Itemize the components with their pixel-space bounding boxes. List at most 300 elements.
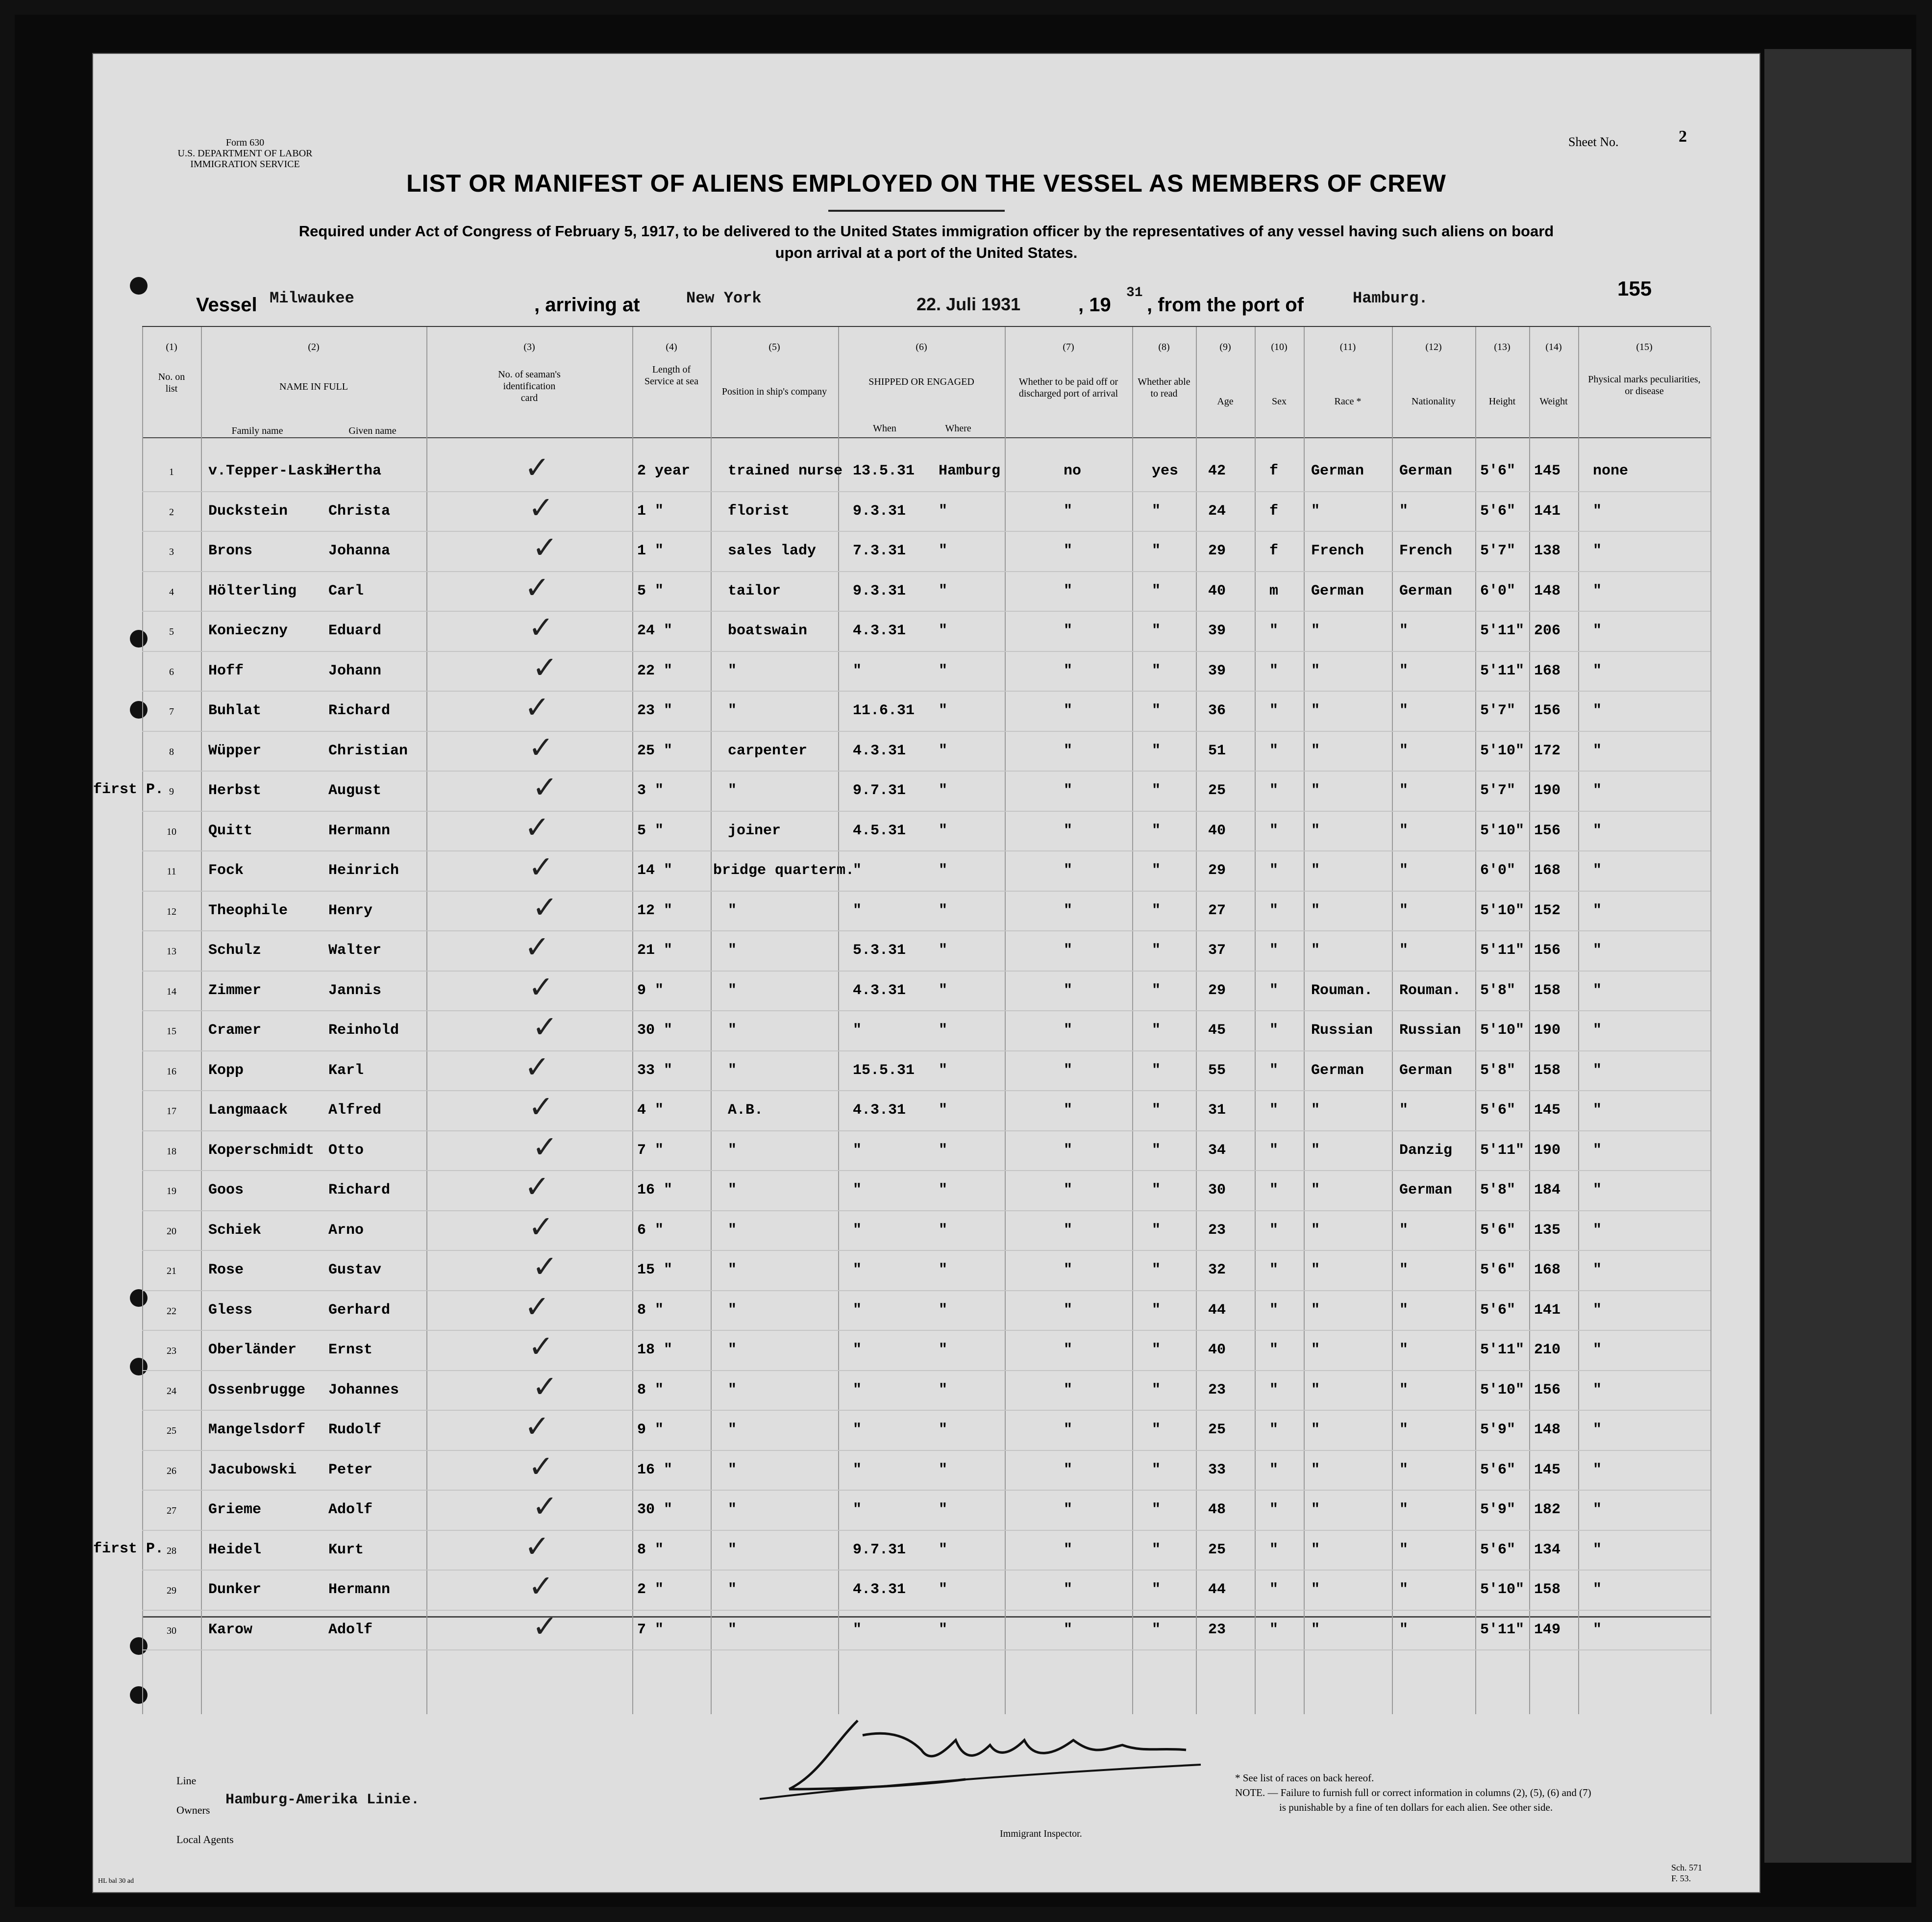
engaged-when: ": [853, 1461, 862, 1478]
weight: 190: [1534, 782, 1561, 799]
check-mark-icon: ✓: [524, 689, 550, 725]
header-family-name: Family name: [231, 425, 283, 436]
check-mark-icon: ✓: [532, 1248, 558, 1284]
paid-off: ": [1064, 702, 1073, 719]
header-position: Position in ship's company: [721, 386, 827, 397]
departure-port: Hamburg.: [1353, 289, 1428, 307]
sheet-number-value: 2: [1679, 127, 1687, 146]
able-to-read: ": [1152, 582, 1161, 599]
able-to-read: ": [1152, 662, 1161, 679]
check-mark-icon: ✓: [532, 1488, 558, 1524]
row-number: 24: [167, 1385, 176, 1397]
weight: 184: [1534, 1182, 1561, 1198]
family-name: Oberländer: [208, 1342, 297, 1358]
engaged-where: ": [939, 1501, 948, 1518]
check-mark-icon: ✓: [528, 1568, 554, 1604]
able-to-read: ": [1152, 1422, 1161, 1438]
family-name: Duckstein: [208, 502, 288, 520]
row-number: 14: [167, 986, 176, 997]
service-length: 30 ": [637, 1022, 673, 1039]
position: ": [728, 1581, 737, 1598]
nationality: ": [1399, 1461, 1409, 1478]
physical-marks: ": [1593, 1262, 1602, 1278]
position: ": [728, 982, 737, 999]
position: ": [728, 942, 737, 959]
header-height: Height: [1488, 396, 1516, 407]
family-name: Zimmer: [208, 982, 262, 999]
table-row: [142, 809, 1710, 852]
position: ": [728, 782, 737, 799]
check-mark-icon: ✓: [528, 1328, 554, 1364]
able-to-read: ": [1152, 543, 1161, 559]
subtitle-line-2: upon arrival at a port of the United States.: [775, 244, 1078, 261]
race: Russian: [1311, 1022, 1373, 1039]
physical-marks: ": [1593, 1381, 1602, 1398]
family-name: Heidel: [208, 1541, 262, 1558]
arrival-date: 22. Juli 1931: [916, 294, 1021, 314]
physical-marks: ": [1593, 662, 1602, 679]
engaged-where: ": [939, 1301, 948, 1319]
family-name: Hölterling: [208, 582, 297, 599]
header-name-in-full: NAME IN FULL: [279, 381, 348, 392]
family-name: Schiek: [208, 1222, 262, 1239]
height: 5'6": [1480, 463, 1516, 479]
family-name: Jacubowski: [208, 1461, 297, 1478]
physical-marks: ": [1593, 1142, 1602, 1159]
sex: ": [1269, 1461, 1279, 1478]
service-length: 5 ": [637, 822, 664, 839]
row-number: 18: [167, 1146, 176, 1157]
physical-marks: ": [1593, 862, 1602, 879]
paid-off: ": [1064, 1262, 1073, 1278]
table-row: [142, 931, 1710, 972]
table-row: [142, 851, 1710, 892]
sex: ": [1269, 1301, 1279, 1319]
races-note: * See list of races on back hereof.: [1235, 1772, 1374, 1784]
row-number: 9: [169, 786, 174, 797]
race: ": [1311, 1342, 1320, 1358]
weight: 190: [1534, 1142, 1561, 1159]
engaged-when: ": [853, 1022, 862, 1039]
age: 27: [1208, 902, 1226, 919]
position: joiner: [728, 822, 781, 839]
able-to-read: ": [1152, 623, 1161, 639]
race: ": [1311, 902, 1320, 919]
given-name: Peter: [328, 1461, 373, 1478]
able-to-read: ": [1152, 1461, 1161, 1478]
height: 5'9": [1480, 1501, 1516, 1518]
sex: ": [1269, 1062, 1279, 1079]
table-row: [142, 1608, 1710, 1651]
race: ": [1311, 1301, 1320, 1319]
paid-off: ": [1064, 623, 1073, 639]
manifest-sheet: [93, 54, 1759, 1892]
header-shipped-engaged: SHIPPED OR ENGAGED: [868, 376, 974, 387]
race: ": [1311, 1581, 1320, 1598]
weight: 135: [1534, 1222, 1561, 1239]
given-name: Henry: [328, 902, 373, 919]
nationality: ": [1399, 782, 1409, 799]
nationality: ": [1399, 1262, 1409, 1278]
engaged-where: ": [939, 1182, 948, 1198]
vessel-label: Vessel: [196, 294, 257, 316]
given-name: Kurt: [328, 1541, 364, 1558]
paid-off: ": [1064, 862, 1073, 879]
weight: 190: [1534, 1022, 1561, 1039]
margin-note: first P.: [93, 781, 164, 798]
weight: 206: [1534, 623, 1561, 639]
height: 5'7": [1480, 702, 1516, 719]
age: 36: [1208, 702, 1226, 719]
given-name: Alfred: [328, 1102, 382, 1119]
height: 5'11": [1480, 942, 1525, 959]
paid-off: ": [1064, 1581, 1073, 1598]
vessel-name: Milwaukee: [270, 289, 354, 307]
engaged-when: ": [853, 1501, 862, 1518]
weight: 145: [1534, 1102, 1561, 1119]
able-to-read: ": [1152, 1301, 1161, 1319]
engaged-where: ": [939, 1142, 948, 1159]
sex: ": [1269, 1142, 1279, 1159]
height: 5'8": [1480, 982, 1516, 999]
column-number: (14): [1545, 342, 1562, 352]
paid-off: no: [1064, 463, 1082, 479]
document-title: LIST OR MANIFEST OF ALIENS EMPLOYED ON THE VESSEL AS MEMBERS OF CREW: [406, 170, 1446, 197]
sex: ": [1269, 1501, 1279, 1518]
engaged-where: ": [939, 1022, 948, 1039]
able-to-read: ": [1152, 1381, 1161, 1398]
service-length: 16 ": [637, 1461, 673, 1478]
document-subtitle: [167, 221, 1686, 264]
engaged-when: 9.3.31: [853, 502, 906, 520]
weight: 141: [1534, 502, 1561, 520]
service-length: 12 ": [637, 902, 673, 919]
nationality: ": [1399, 862, 1409, 879]
table-row: [142, 729, 1710, 772]
column-number: (10): [1271, 342, 1288, 352]
header-weight: Weight: [1539, 396, 1568, 407]
title-rule: [828, 210, 1005, 212]
column-divider: [1710, 327, 1711, 1714]
age: 23: [1208, 1222, 1226, 1239]
position: sales lady: [728, 543, 817, 559]
weight: 152: [1534, 902, 1561, 919]
engaged-when: ": [853, 1422, 862, 1438]
physical-marks: ": [1593, 1541, 1602, 1558]
engaged-when: 4.3.31: [853, 623, 906, 639]
position: ": [728, 1222, 737, 1239]
sex: ": [1269, 862, 1279, 879]
sex: ": [1269, 902, 1279, 919]
row-number: 4: [169, 586, 174, 598]
weight: 210: [1534, 1342, 1561, 1358]
engaged-where: ": [939, 862, 948, 879]
position: carpenter: [728, 742, 808, 759]
check-mark-icon: ✓: [528, 849, 554, 885]
paid-off: ": [1064, 1102, 1073, 1119]
given-name: Jannis: [328, 982, 382, 999]
race: ": [1311, 782, 1320, 799]
year-suffix: 31: [1126, 285, 1143, 300]
engaged-when: ": [853, 1301, 862, 1319]
family-name: Koperschmidt: [208, 1142, 315, 1159]
check-mark-icon: ✓: [532, 1368, 558, 1404]
row-number: 26: [167, 1465, 176, 1476]
physical-marks: ": [1593, 1062, 1602, 1079]
check-mark-icon: ✓: [524, 1288, 550, 1324]
weight: 158: [1534, 1581, 1561, 1598]
race: ": [1311, 502, 1320, 520]
service-length: 8 ": [637, 1541, 664, 1558]
engaged-where: ": [939, 782, 948, 799]
nationality: ": [1399, 742, 1409, 759]
position: ": [728, 1022, 737, 1039]
given-name: Walter: [328, 942, 382, 959]
service-length: 21 ": [637, 942, 673, 959]
position: ": [728, 1461, 737, 1478]
sex: m: [1269, 582, 1279, 599]
physical-marks: ": [1593, 782, 1602, 799]
table-row: [142, 1171, 1710, 1211]
given-name: Carl: [328, 582, 364, 599]
family-name: Kopp: [208, 1062, 244, 1079]
column-number: (13): [1494, 342, 1511, 352]
age: 24: [1208, 502, 1226, 520]
table-row: [142, 1048, 1710, 1092]
physical-marks: none: [1593, 463, 1629, 479]
engaged-when: ": [853, 1381, 862, 1398]
given-name: Adolf: [328, 1621, 373, 1638]
nationality: ": [1399, 1301, 1409, 1319]
age: 25: [1208, 782, 1226, 799]
height: 5'6": [1480, 1301, 1516, 1319]
given-name: Eduard: [328, 623, 382, 639]
service-length: 24 ": [637, 623, 673, 639]
family-name: Quitt: [208, 822, 253, 839]
position: ": [728, 1301, 737, 1319]
given-name: Johanna: [328, 543, 391, 559]
height: 5'6": [1480, 1102, 1516, 1119]
weight: 168: [1534, 1262, 1561, 1278]
nationality: ": [1399, 1342, 1409, 1358]
height: 5'6": [1480, 1262, 1516, 1278]
able-to-read: ": [1152, 1342, 1161, 1358]
height: 5'7": [1480, 782, 1516, 799]
check-mark-icon: ✓: [524, 1169, 550, 1204]
nationality: French: [1399, 543, 1453, 559]
engaged-when: 4.3.31: [853, 1102, 906, 1119]
penalty-note-2: is punishable by a fine of ten dollars for each alien. See other side.: [1279, 1801, 1553, 1813]
service-length: 33 ": [637, 1062, 673, 1079]
service-length: 8 ": [637, 1381, 664, 1398]
position: boatswain: [728, 623, 808, 639]
engaged-when: 15.5.31: [853, 1062, 915, 1079]
physical-marks: ": [1593, 1581, 1602, 1598]
check-mark-icon: ✓: [528, 489, 554, 525]
service-length: 1 ": [637, 502, 664, 520]
position: ": [728, 1381, 737, 1398]
age: 32: [1208, 1262, 1226, 1278]
height: 5'6": [1480, 502, 1516, 520]
check-mark-icon: ✓: [524, 929, 550, 965]
engaged-when: ": [853, 1182, 862, 1198]
engaged-where: ": [939, 942, 948, 959]
engaged-where: ": [939, 902, 948, 919]
subtitle-line-1: Required under Act of Congress of February 5, 1917, to be delivered to the United States immigration officer by the representatives of any vessel having such aliens on board: [298, 223, 1554, 240]
race: ": [1311, 662, 1320, 679]
given-name: Johannes: [328, 1381, 399, 1398]
sex: ": [1269, 1182, 1279, 1198]
height: 5'10": [1480, 1022, 1525, 1039]
inspector-signature: [760, 1706, 1225, 1804]
row-number: 7: [169, 706, 174, 717]
sex: ": [1269, 822, 1279, 839]
able-to-read: ": [1152, 1022, 1161, 1039]
physical-marks: ": [1593, 1621, 1602, 1638]
engaged-where: ": [939, 1621, 948, 1638]
sex: ": [1269, 1621, 1279, 1638]
service-length: 15 ": [637, 1262, 673, 1278]
inspector-label: Immigrant Inspector.: [1000, 1828, 1082, 1839]
paid-off: ": [1064, 942, 1073, 959]
physical-marks: ": [1593, 742, 1602, 759]
column-number: (6): [916, 342, 927, 352]
row-number: 1: [169, 467, 174, 477]
paid-off: ": [1064, 1541, 1073, 1558]
check-mark-icon: ✓: [524, 809, 550, 845]
physical-marks: ": [1593, 1222, 1602, 1239]
position: ": [728, 1501, 737, 1518]
column-number: (2): [308, 342, 320, 352]
able-to-read: ": [1152, 982, 1161, 999]
service-length: 23 ": [637, 702, 673, 719]
height: 5'9": [1480, 1422, 1516, 1438]
from-label: , from the port of: [1147, 294, 1304, 316]
sex: ": [1269, 1342, 1279, 1358]
family-name: Karow: [208, 1621, 253, 1638]
position: trained nurse: [728, 463, 843, 479]
form-number: Form 630: [225, 137, 265, 148]
able-to-read: ": [1152, 1222, 1161, 1239]
position: ": [728, 1062, 737, 1079]
engaged-where: Hamburg: [939, 463, 1001, 479]
able-to-read: ": [1152, 1501, 1161, 1518]
physical-marks: ": [1593, 1022, 1602, 1039]
family-name: Wüpper: [208, 742, 262, 759]
nationality: German: [1399, 1182, 1453, 1198]
paid-off: ": [1064, 1222, 1073, 1239]
sex: ": [1269, 1102, 1279, 1119]
column-number: (8): [1158, 342, 1170, 352]
sex: ": [1269, 742, 1279, 759]
race: ": [1311, 702, 1320, 719]
position: florist: [728, 502, 790, 520]
sex: ": [1269, 1422, 1279, 1438]
engaged-where: ": [939, 1461, 948, 1478]
physical-marks: ": [1593, 902, 1602, 919]
printer-mark: HL bal 30 ad: [98, 1877, 134, 1885]
given-name: Reinhold: [328, 1022, 399, 1039]
sex: ": [1269, 623, 1279, 639]
age: 44: [1208, 1301, 1226, 1319]
sex: f: [1269, 463, 1279, 479]
column-number: (12): [1425, 342, 1442, 352]
engaged-where: ": [939, 1222, 948, 1239]
engaged-where: ": [939, 582, 948, 599]
given-name: Arno: [328, 1222, 364, 1239]
owners-label: Owners: [176, 1804, 210, 1816]
age: 37: [1208, 942, 1226, 959]
engaged-when: 9.3.31: [853, 582, 906, 599]
arrival-port: New York: [686, 289, 762, 307]
height: 6'0": [1480, 862, 1516, 879]
service-length: 18 ": [637, 1342, 673, 1358]
age: 39: [1208, 662, 1226, 679]
paid-off: ": [1064, 582, 1073, 599]
service-length: 16 ": [637, 1182, 673, 1198]
sex: ": [1269, 1222, 1279, 1239]
physical-marks: ": [1593, 543, 1602, 559]
race: German: [1311, 1062, 1364, 1079]
nationality: ": [1399, 623, 1409, 639]
family-name: Schulz: [208, 942, 262, 959]
nationality: German: [1399, 1062, 1453, 1079]
weight: 149: [1534, 1621, 1561, 1638]
nationality: ": [1399, 1541, 1409, 1558]
family-name: Herbst: [208, 782, 262, 799]
engaged-when: 11.6.31: [853, 702, 915, 719]
race: ": [1311, 1262, 1320, 1278]
given-name: Christa: [328, 502, 391, 520]
service-length: 9 ": [637, 982, 664, 999]
engaged-when: 4.3.31: [853, 742, 906, 759]
form-identifier: [147, 137, 343, 170]
engaged-where: ": [939, 742, 948, 759]
nationality: Rouman.: [1399, 982, 1461, 999]
weight: 148: [1534, 582, 1561, 599]
family-name: Rose: [208, 1262, 244, 1278]
family-name: Ossenbrugge: [208, 1381, 306, 1398]
line-label: Line: [176, 1774, 197, 1787]
engaged-when: ": [853, 1342, 862, 1358]
height: 5'10": [1480, 1581, 1525, 1598]
weight: 141: [1534, 1301, 1561, 1319]
given-name: Otto: [328, 1142, 364, 1159]
check-mark-icon: ✓: [524, 1528, 550, 1564]
engaged-when: ": [853, 1621, 862, 1638]
check-mark-icon: ✓: [532, 1608, 558, 1644]
engaged-when: 5.3.31: [853, 942, 906, 959]
able-to-read: ": [1152, 1262, 1161, 1278]
race: ": [1311, 942, 1320, 959]
weight: 182: [1534, 1501, 1561, 1518]
row-number: 29: [167, 1585, 176, 1596]
engaged-when: ": [853, 902, 862, 919]
check-mark-icon: ✓: [528, 1448, 554, 1484]
physical-marks: ": [1593, 1301, 1602, 1319]
race: ": [1311, 862, 1320, 879]
table-row: [142, 1408, 1710, 1451]
able-to-read: ": [1152, 862, 1161, 879]
engaged-where: ": [939, 1102, 948, 1119]
weight: 156: [1534, 702, 1561, 719]
nationality: ": [1399, 1621, 1409, 1638]
service-length: 4 ": [637, 1102, 664, 1119]
height: 5'6": [1480, 1541, 1516, 1558]
able-to-read: ": [1152, 1541, 1161, 1558]
family-name: Brons: [208, 543, 253, 559]
column-number: (5): [768, 342, 780, 352]
